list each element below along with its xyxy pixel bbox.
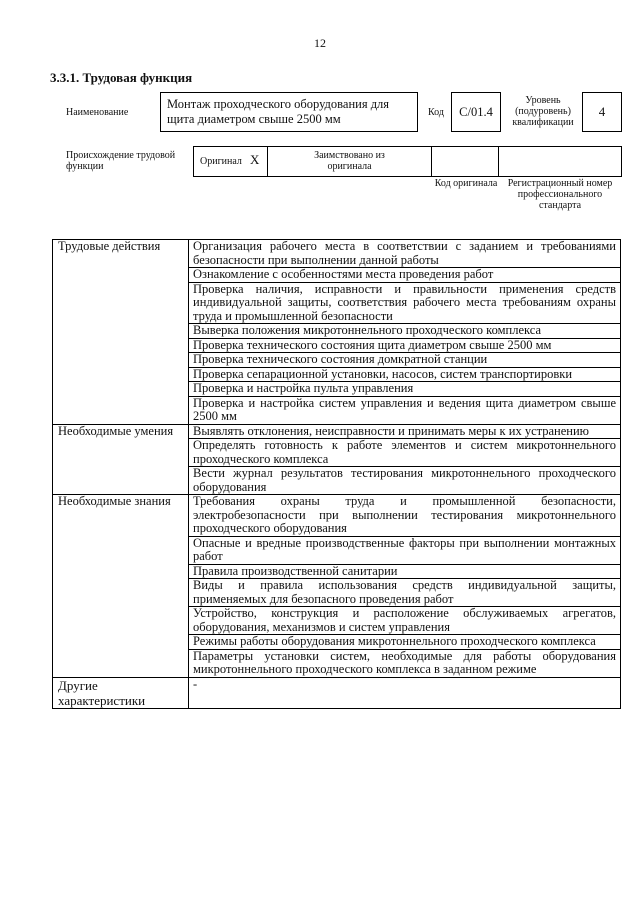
code-value: С/01.4 — [459, 104, 493, 119]
reg-caption: Регистрационный номер профессионального стандарта — [507, 178, 613, 211]
reg-number-cell — [498, 146, 622, 177]
original-cell — [193, 146, 268, 177]
table-cell-item: Проверка технического состояния щита диаметром свыше 2500 мм — [189, 338, 621, 353]
table-cell-item: Проверка наличия, исправности и правильности применения средств индивидуальной защиты, соответствия рабочего места требованиям охраны труда и промышленной безопасности — [189, 282, 621, 324]
table-cell-item: Проверка технического состояния домкратной станции — [189, 353, 621, 368]
section-title: 3.3.1. Трудовая функция — [50, 70, 193, 85]
table-cell-item: Виды и правила использования средств индивидуальной защиты, применяемых для безопасного проведения работ — [189, 579, 621, 607]
original-label: Оригинал — [200, 156, 242, 167]
code-box — [451, 92, 501, 132]
table-cell-item: Вести журнал результатов тестирования микротоннельного проходческого оборудования — [189, 467, 621, 495]
section-title-cell: Трудовые действия — [53, 240, 189, 425]
origin-label: Происхождение трудовой функции — [66, 150, 176, 172]
level-value: 4 — [598, 104, 606, 119]
level-box — [582, 92, 622, 132]
table-cell-item: Опасные и вредные производственные факторы при выполнении монтажных работ — [189, 536, 621, 564]
table-cell-item: Выверка положения микротоннельного проходческого комплекса — [189, 324, 621, 339]
original-mark: X — [250, 152, 260, 167]
borrowed-cell — [267, 146, 432, 177]
table-cell-item: Проверка сепарационной установки, насосов, систем транспортировки — [189, 367, 621, 382]
function-name: Монтаж проходческого оборудования для щита диаметром свыше 2500 мм — [167, 97, 390, 126]
table-cell-item: Правила производственной санитарии — [189, 564, 621, 579]
table-cell-item: - — [189, 677, 621, 708]
page-number: 12 — [314, 36, 326, 50]
code-caption: Код оригинала — [434, 178, 498, 189]
table-cell-item: Организация рабочего места в соответствии с заданием и требованиями безопасности при выполнении данной работы — [189, 240, 621, 268]
table-cell-item: Определять готовность к работе элементов и систем микротоннельного проходческого комплекса — [189, 439, 621, 467]
function-table — [52, 239, 621, 709]
borrowed-label: Заимствовано из оригинала — [314, 150, 385, 172]
name-label: Наименование — [66, 107, 129, 118]
original-code-cell — [431, 146, 499, 177]
section-title-cell: Другие характеристики — [53, 677, 189, 708]
section-title-cell: Необходимые умения — [53, 424, 189, 495]
function-name-box — [160, 92, 418, 132]
section-title-cell: Необходимые знания — [53, 495, 189, 678]
table-cell-item: Проверка и настройка систем управления и ведения щита диаметром свыше 2500 мм — [189, 396, 621, 424]
table-row — [53, 495, 621, 537]
table-cell-item: Проверка и настройка пульта управления — [189, 382, 621, 397]
table-cell-item: Требования охраны труда и промышленной безопасности, электробезопасности при выполнении тестирования микротоннельного проходческого оборудования — [189, 495, 621, 537]
table-row — [53, 240, 621, 268]
table-cell-item: Ознакомление с особенностями места проведения работ — [189, 268, 621, 283]
level-label: Уровень (подуровень) квалификации — [512, 95, 574, 128]
table-row — [53, 677, 621, 708]
table-cell-item: Выявлять отклонения, неисправности и принимать меры к их устранению — [189, 424, 621, 439]
table-cell-item: Устройство, конструкция и расположение обслуживаемых агрегатов, оборудования, механизмов и систем управления — [189, 607, 621, 635]
table-cell-item: Режимы работы оборудования микротоннельного проходческого комплекса — [189, 635, 621, 650]
table-row — [53, 424, 621, 439]
table-cell-item: Параметры установки систем, необходимые для работы оборудования микротоннельного проходческого комплекса в заданном режиме — [189, 649, 621, 677]
code-label: Код — [428, 107, 444, 118]
